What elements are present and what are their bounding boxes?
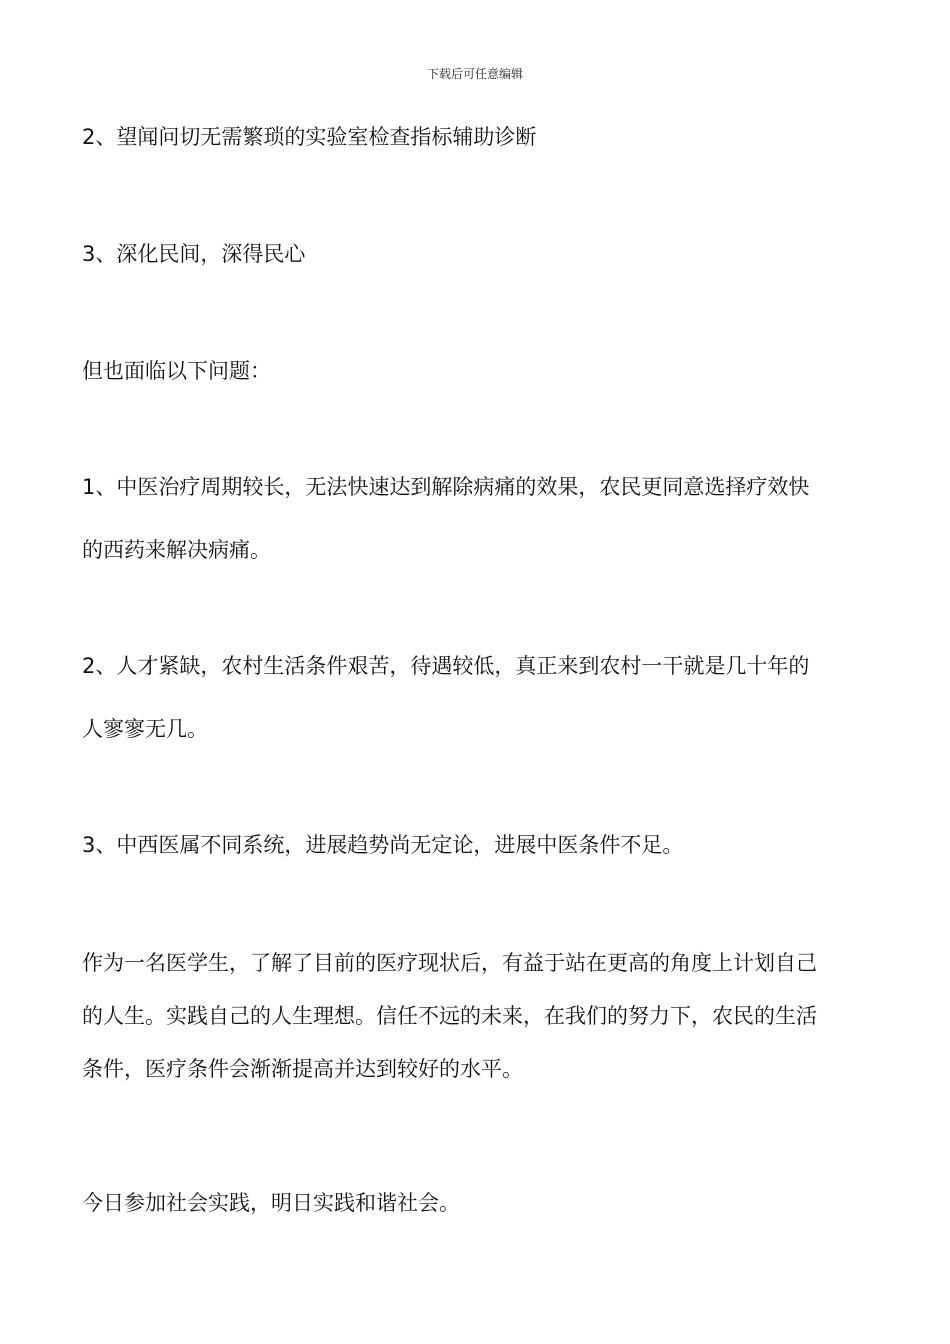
paragraph-problem-3 (82, 832, 882, 858)
paragraph-problem-2 (82, 653, 882, 742)
paragraph-line: 3、中西医属不同系统，进展趋势尚无定论，进展中医条件不足。 (82, 833, 684, 857)
paragraph-line: 作为一名医学生，了解了目前的医疗现状后，有益于站在更高的角度上计划自己 (82, 951, 817, 975)
paragraph-line: 2、人才紧缺，农村生活条件艰苦，待遇较低，真正来到农村一干就是几十年的 (82, 654, 810, 678)
paragraph-point-3 (82, 241, 882, 267)
paragraph-closing (82, 1190, 882, 1216)
paragraph-line: 但也面临以下问题： (82, 359, 271, 383)
paragraph-line: 的人生。实践自己的人生理想。信任不远的未来，在我们的努力下，农民的生活 (82, 1004, 817, 1028)
paragraph-line: 3、深化民间，深得民心 (82, 242, 306, 266)
paragraph-line: 人寥寥无几。 (82, 717, 208, 741)
paragraph-line: 1、中医治疗周期较长，无法快速达到解除病痛的效果，农民更同意选择疗效快 (82, 475, 810, 499)
paragraph-point-2 (82, 124, 882, 150)
paragraph-line: 的西药来解决病痛。 (82, 538, 271, 562)
paragraph-problem-1 (82, 474, 882, 563)
paragraph-problems-intro (82, 358, 882, 384)
paragraph-line: 今日参加社会实践，明日实践和谐社会。 (82, 1191, 460, 1215)
paragraph-line: 条件，医疗条件会渐渐提高并达到较好的水平。 (82, 1057, 523, 1081)
page-header-note: 下载后可任意编辑 (426, 67, 523, 81)
paragraph-line: 2、望闻问切无需繁琐的实验室检查指标辅助诊断 (82, 125, 537, 149)
paragraph-reflection (82, 950, 882, 1082)
